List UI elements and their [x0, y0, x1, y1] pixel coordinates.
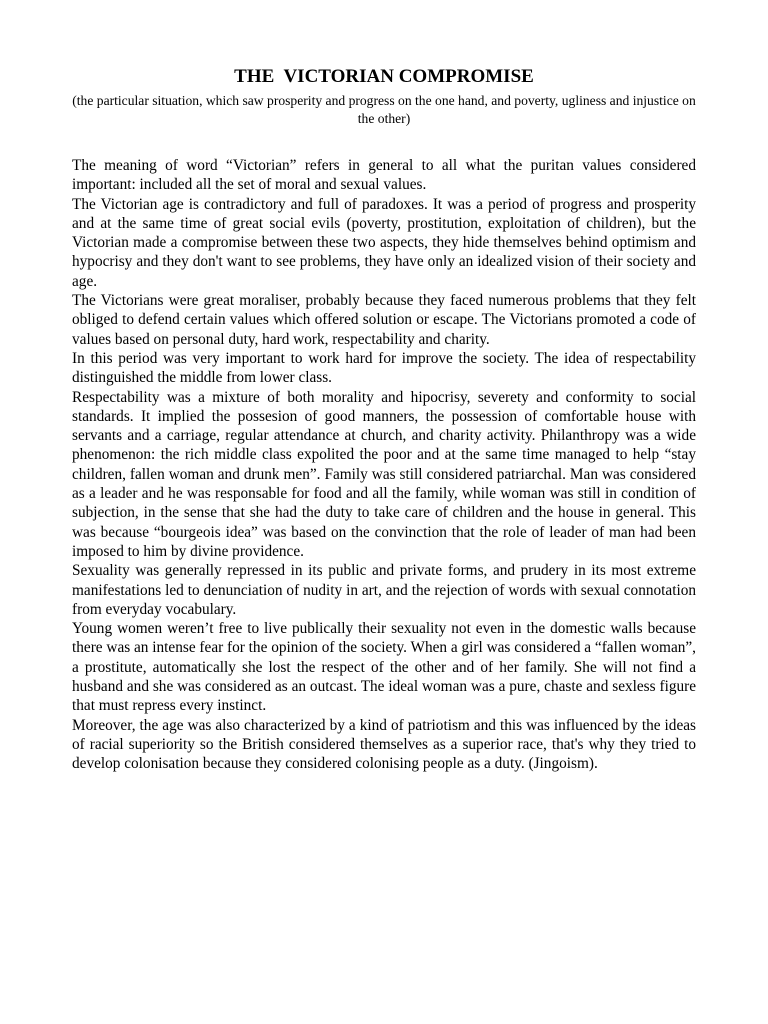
document-page [72, 66, 696, 774]
paragraph-respectability: Respectability was a mixture of both morality and hipocrisy, severety and conformity to social standards. It implied the possesion of good manners, the possession of comfortable house with servants and a carriage, regular attendance at church, and charity activity. Philanthropy was a wide phenomenon: the rich middle class expolited the poor and at the same time managed to help “stay children, fallen woman and drunk men”. Family was still considered patriarchal. Man was considered as a leader and he was responsable for food and all the family, while woman was still in condition of subjection, in the sense that she had the duty to take care of children and the house in general. This was because “bourgeois idea” was based on the convinction that the role of leader of man had been imposed to him by divine providence. [72, 388, 696, 560]
paragraph-young-women: Young women weren’t free to live publically their sexuality not even in the domestic walls because there was an intense fear for the opinion of the society. When a girl was considered a “fallen woman”, a prostitute, automatically she lost the respect of the other and of her family. She will not find a husband and she was considered as an outcast. The ideal woman was a pure, chaste and sexless figure that must repress every instinct. [72, 620, 696, 715]
document-subtitle: (the particular situation, which saw prosperity and progress on the one hand, and poverty, ugliness and injustice on the other) [72, 93, 696, 126]
document-title: THE VICTORIAN COMPROMISE [234, 66, 534, 87]
paragraph-hard-work: In this period was very important to work hard for improve the society. The idea of respectability distinguished the middle from lower class. [72, 349, 696, 387]
paragraph-sexuality: Sexuality was generally repressed in its public and private forms, and prudery in its most extreme manifestations led to denunciation of nudity in art, and the rejection of words with sexual connotation from everyday vocabulary. [72, 562, 696, 618]
paragraph-victorian-meaning: The meaning of word “Victorian” refers in general to all what the puritan values considered important: included all the set of moral and sexual values. [72, 157, 696, 194]
paragraph-patriotism: Moreover, the age was also characterized by a kind of patriotism and this was influenced by the ideas of racial superiority so the British considered themselves as a superior race, that's why they tried to develop colonisation because they considered colonising people as a duty. (Jingoism). [72, 716, 696, 773]
paragraph-contradictions: The Victorian age is contradictory and full of paradoxes. It was a period of progress and prosperity and at the same time of great social evils (poverty, prostitution, exploitation of children), but the Victorian made a compromise between these two aspects, they hide themselves behind optimism and hypocrisy and they don't want to see problems, they have only an idealized vision of their society and age. [72, 195, 696, 290]
document-body [72, 156, 696, 774]
paragraph-moralisers: The Victorians were great moraliser, probably because they faced numerous problems that they felt obliged to defend certain values which offered solution or escape. The Victorians promoted a code of values based on personal duty, hard work, respectability and charity. [72, 292, 696, 348]
